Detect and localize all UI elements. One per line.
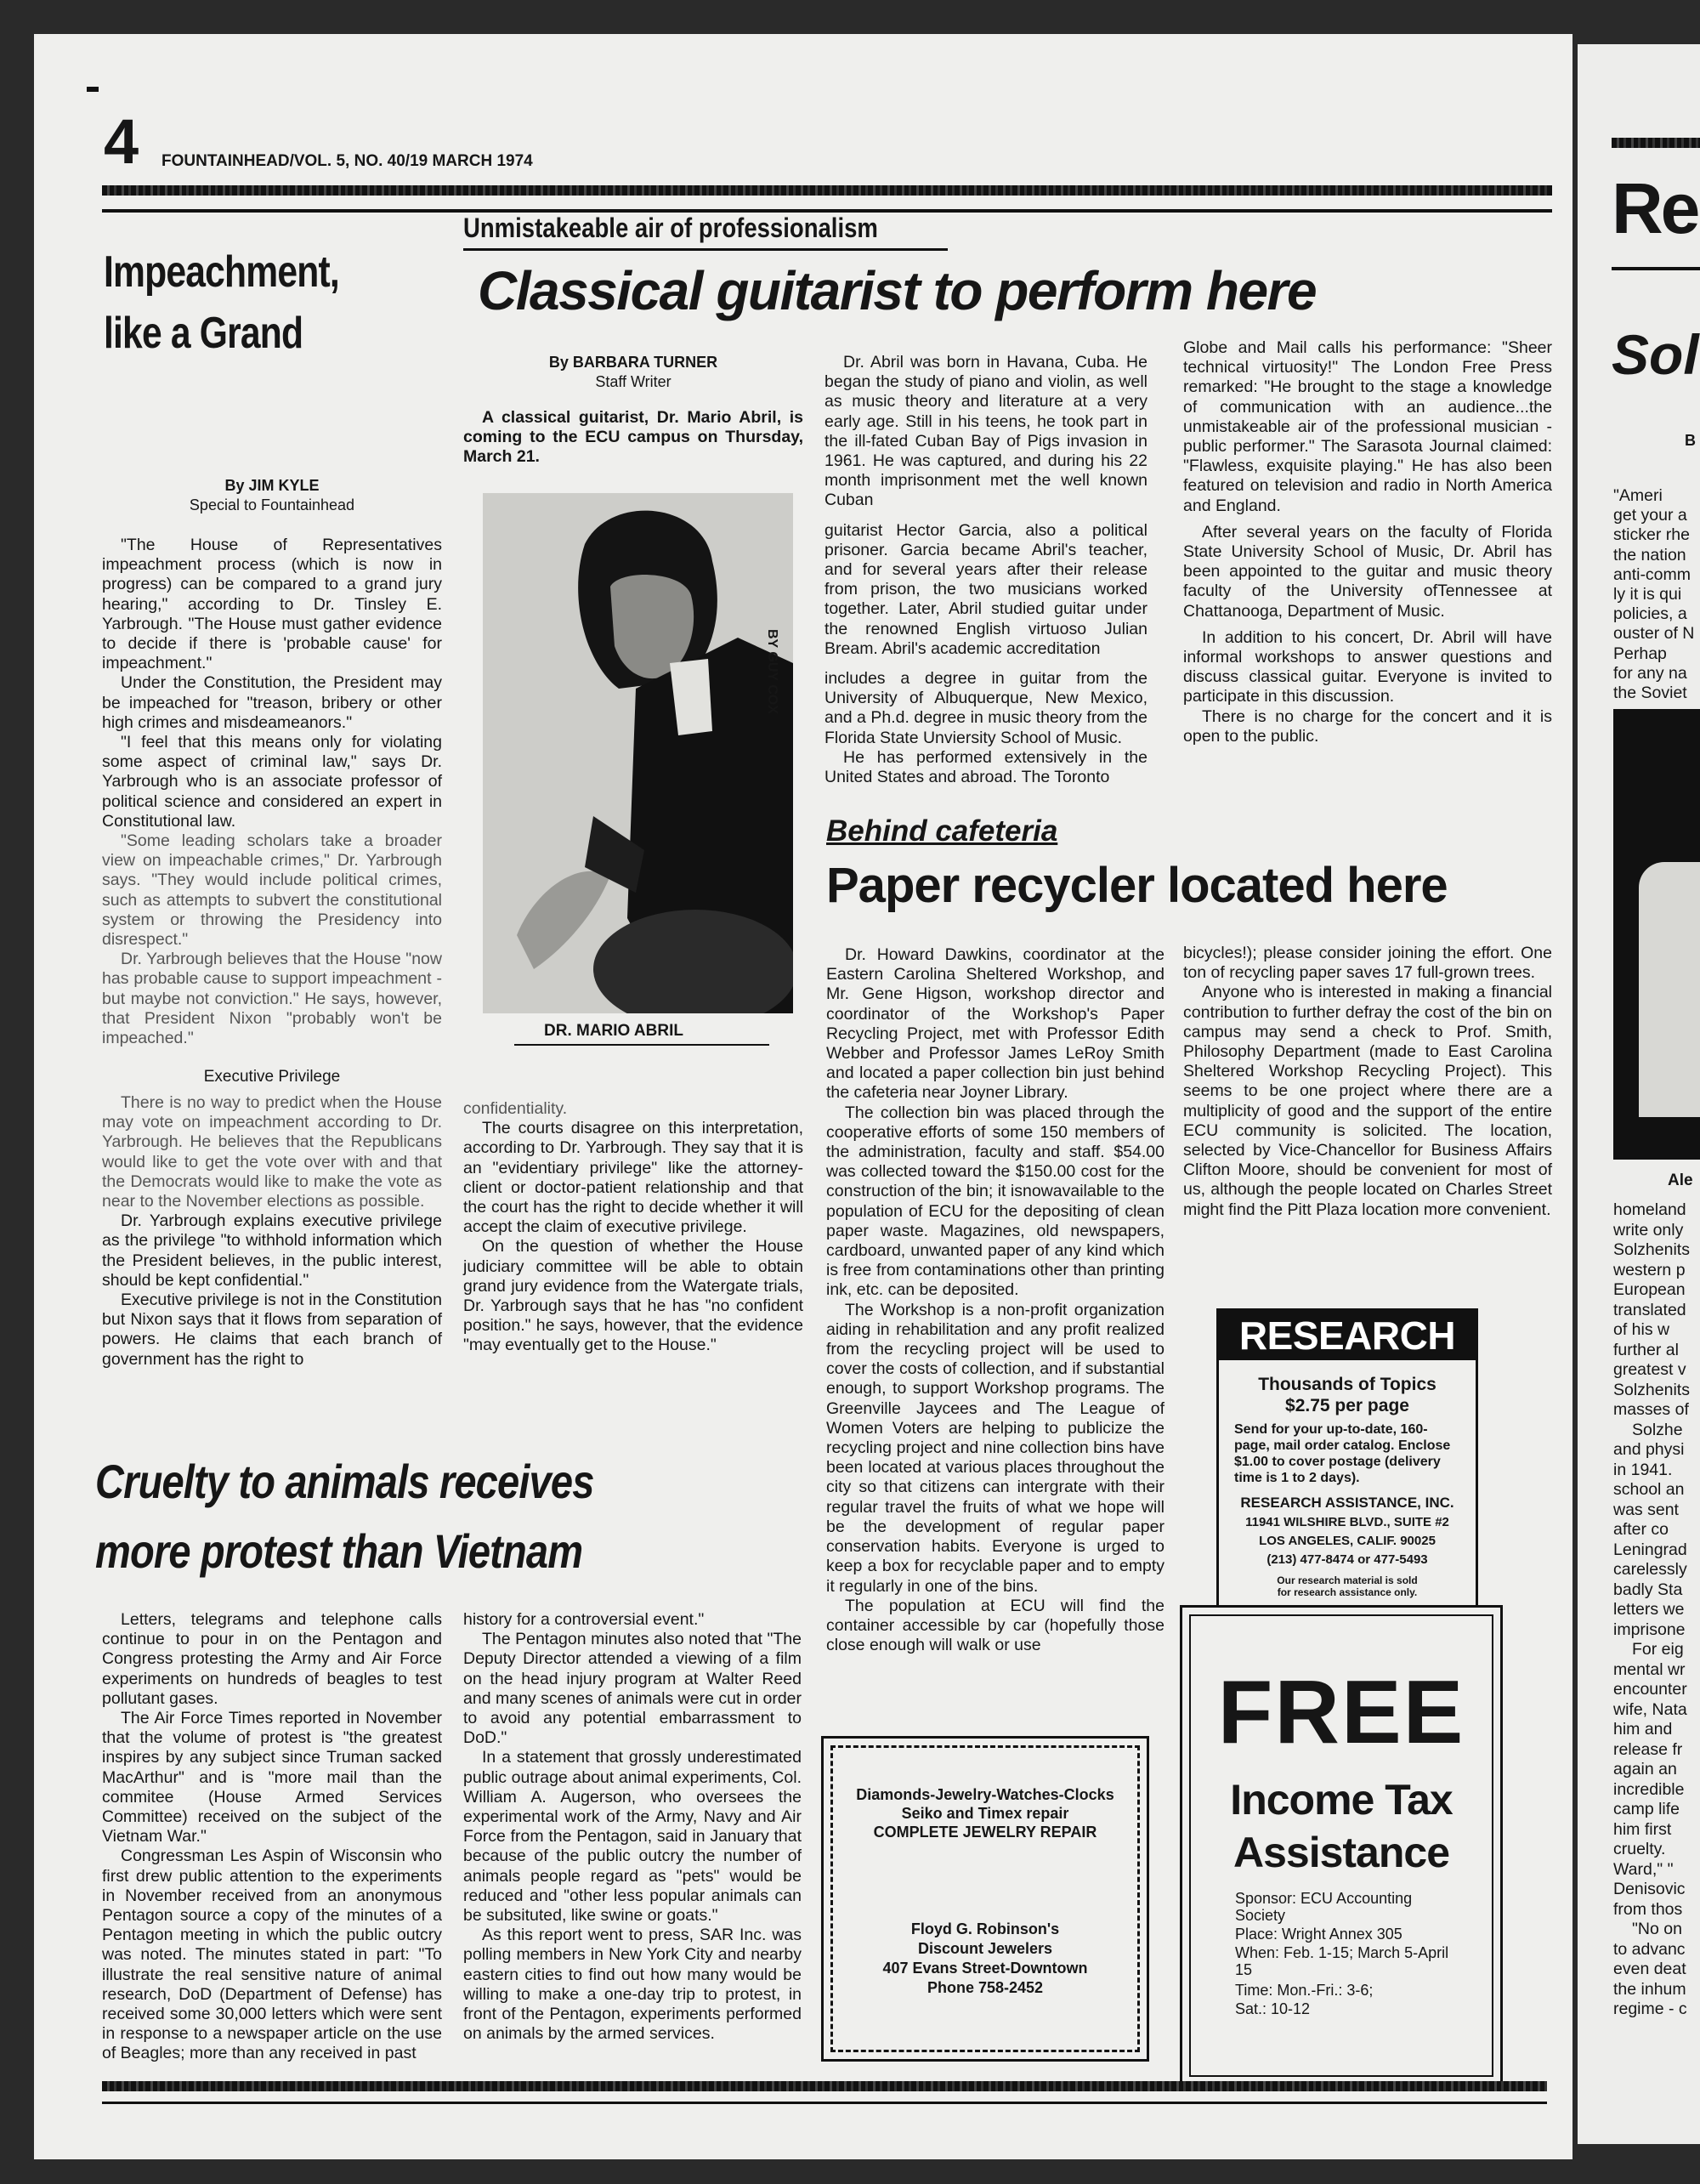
adjacent-rule bbox=[1612, 267, 1700, 270]
paragraph: There is no way to predict when the House may vote on impeachment according to Dr. Yarbrough. He believes that the Republicans would like to get the vote over with and that the Democrats would like to make the vote as near to the November elections as possible. bbox=[102, 1093, 442, 1211]
line: regime - c bbox=[1613, 2000, 1687, 2018]
research-banner: RESEARCH bbox=[1219, 1311, 1476, 1360]
caption-rule bbox=[514, 1044, 769, 1046]
recycler-column-2 bbox=[1183, 944, 1552, 1220]
line: cruelty. bbox=[1613, 1840, 1666, 1858]
jewelry-ad bbox=[821, 1736, 1149, 2062]
line: again an bbox=[1613, 1760, 1677, 1778]
impeachment-headline-2: like a Grand bbox=[104, 309, 303, 358]
adjacent-column-top bbox=[1613, 486, 1700, 703]
line: Perhap bbox=[1613, 644, 1667, 663]
paragraph: On the question of whether the House judiciary committee will be able to obtain grand jury evidence from the Watergate trials, Dr. Yarbrough says that he has "no confident position." he says, however, that the evidence "may eventually get to the House." bbox=[463, 1237, 803, 1355]
line: masses of bbox=[1613, 1400, 1689, 1419]
line: "Ameri bbox=[1613, 486, 1663, 505]
jewelry-line1: Diamonds-Jewelry-Watches-Clocks bbox=[856, 1786, 1114, 1803]
line: badly Sta bbox=[1613, 1580, 1683, 1599]
cruelty-column-1 bbox=[102, 1610, 442, 2064]
tax-free: FREE bbox=[1217, 1662, 1465, 1762]
line: anti-comm bbox=[1613, 564, 1692, 584]
line: letters we bbox=[1613, 1600, 1685, 1619]
line: Solzhenits bbox=[1613, 1240, 1690, 1259]
paragraph: history for a controversial event." bbox=[463, 1610, 705, 1629]
line: the inhum bbox=[1613, 1979, 1686, 1999]
paragraph: Dr. Howard Dawkins, coordinator at the Eastern Carolina Sheltered Workshop, and Mr. Gene Higson, workshop director and coordinator of the Workshop's Paper Recycling Project, met with Professor Edith Webber and Professor James LeRoy Smith and located a paper collection bin just behind the cafeteria near Joyner Library. bbox=[826, 945, 1164, 1103]
paragraph: In a statement that grossly underestimated public outrage about animal experiments, Col. William A. Augerson, who oversees the experimental work of the Army, Navy and Air Force from the Pentagon, said in January that because of the public outcry the number of animals people regard as "pets" would be reduced and "other less popular animals can be subsituted, like swine or goats." bbox=[463, 1748, 802, 1926]
line: ly it is qui bbox=[1613, 585, 1682, 604]
paragraph: The Air Force Times reported in November that the volume of protest is "the greatest inspires by any subject since Truman sacked MacArthur" and is "more mail than the commitee (House Armed Services Committee) received on the subject of the Vietnam War." bbox=[102, 1709, 442, 1846]
line: policies, a bbox=[1613, 604, 1687, 624]
paragraph: Under the Constitution, the President may be impeached for "treason, bribery or other high crimes and misdeameanors." bbox=[102, 673, 442, 732]
kicker-underline bbox=[463, 248, 948, 251]
portrait-illustration bbox=[483, 493, 793, 1013]
line: mental wr bbox=[1613, 1659, 1686, 1679]
paragraph: "Some leading scholars take a broader view on impeachable crimes," Dr. Yarbrough says. "They would include political crimes, such as attempts to subvert the constitutional system or throwing the Presidency into disrespect." bbox=[102, 831, 442, 950]
paragraph: The Pentagon minutes also noted that "The Deputy Director attended a viewing of a film on the head injury program at Walter Reed and many scenes of animals were cut in order to avoid any potential embarrassment to DoD." bbox=[463, 1630, 802, 1748]
tax-when: When: Feb. 1-15; March 5-April 15 bbox=[1235, 1944, 1449, 1978]
line: the nation bbox=[1613, 545, 1686, 564]
paragraph: The Workshop is a non-profit organization aiding in rehabilitation and any profit realized from the recycling project will be used to cover the costs of collection, and if substantial enough, to support Workshop programs. The Greenville Jaycees and The League of Women Voters are helping to publicize the recycling project and nine collection bins have been located at various places throughout the city so that citizens can intergrate with their regular travel the fruits of what we hope will be the development of regular paper conservation habits. Everyone is urged to keep a box for recyclable paper and to empty it regularly in one of the bins. bbox=[826, 1300, 1164, 1596]
line: was sent bbox=[1613, 1500, 1679, 1519]
line: incredible bbox=[1613, 1779, 1685, 1799]
line: him first bbox=[1613, 1819, 1672, 1839]
paragraph: Anyone who is interested in making a financial contribution to further defray the cost of the bin on campus may send a check to Prof. Smith, Philosophy Department (made to East Carolina Sheltered Workshop Recycling Project). This seems to be one project where there are a multiplicity of good and the support of the entire ECU community is solicited. The location, selected by Vice-Chancellor for Business Affairs Clifton Moore, should be convenient for most of us, although the people located on Charles Street might find the Pitt Plaza location more convenient. bbox=[1183, 983, 1552, 1219]
research-company: RESEARCH ASSISTANCE, INC. bbox=[1240, 1495, 1454, 1511]
research-title: Thousands of Topics bbox=[1258, 1375, 1436, 1394]
tax-sponsor: Sponsor: ECU Accounting Society bbox=[1235, 1890, 1413, 1924]
guitarist-column-2 bbox=[824, 353, 1148, 787]
line: Solzhenits bbox=[1613, 1380, 1690, 1399]
cruelty-headline-1: Cruelty to animals receives bbox=[95, 1455, 594, 1508]
paragraph: As this report went to press, SAR Inc. was polling members in New York City and nearby eastern cities to find out how many would be willing to make a one-day trip to protest, in front of the Pentagon, experiments performed on animals by the armed services. bbox=[463, 1926, 802, 2044]
research-phone: (213) 477-8474 or 477-5493 bbox=[1266, 1552, 1428, 1567]
line: wife, Nata bbox=[1613, 1699, 1687, 1719]
adjacent-photo bbox=[1613, 709, 1700, 1160]
paragraph: bicycles!); please consider joining the effort. One ton of recycling paper saves 17 full-grown trees. bbox=[1183, 944, 1552, 983]
line: camp life bbox=[1613, 1800, 1680, 1818]
line: in 1941. bbox=[1613, 1460, 1673, 1479]
impeachment-column-1 bbox=[102, 536, 442, 1048]
line: western p bbox=[1613, 1260, 1686, 1279]
guitarist-byline: By BARBARA TURNER bbox=[548, 354, 718, 371]
tax-sat: Sat.: 10-12 bbox=[1235, 2000, 1311, 2017]
research-address2: LOS ANGELES, CALIF. 90025 bbox=[1259, 1534, 1436, 1548]
cruelty-headline-2: more protest than Vietnam bbox=[95, 1524, 583, 1578]
line: the Soviet bbox=[1613, 684, 1687, 703]
paragraph: "The House of Representatives impeachment process (which is now in progress) can be compared to a grand jury hearing," according to Dr. Tinsley E. Yarbrough. "The House must gather evidence to decide if there is 'probable cause' for impeachment." bbox=[102, 536, 442, 673]
guitarist-headline: Classical guitarist to perform here bbox=[478, 260, 1317, 321]
impeachment-column-2 bbox=[463, 1099, 803, 1356]
research-address1: 11941 WILSHIRE BLVD., SUITE #2 bbox=[1245, 1515, 1449, 1529]
adjacent-masthead: Re bbox=[1612, 168, 1698, 248]
line: after co bbox=[1613, 1520, 1669, 1539]
paragraph: The collection bin was placed through the cooperative efforts of some 150 members of the administration, faculty and staff. $54.00 was collected toward the $150.00 cost for the construction of the bin; it isnowavailable to the population of ECU for the depositing of clean paper waste. Magazines, old newspapers, cardboard, unwanted paper of any kind which is free from contaminations other than printing ink, etc. can be deposited. bbox=[826, 1103, 1164, 1300]
line: homeland bbox=[1613, 1200, 1686, 1219]
line: release fr bbox=[1613, 1739, 1683, 1759]
line: For eig bbox=[1632, 1640, 1684, 1659]
photo-caption: DR. MARIO ABRIL bbox=[544, 1022, 683, 1040]
paragraph: confidentiality. bbox=[463, 1099, 568, 1118]
adjacent-headline: Sol bbox=[1612, 323, 1699, 386]
paragraph: A classical guitarist, Dr. Mario Abril, is coming to the ECU campus on Thursday, March 21. bbox=[463, 408, 803, 467]
page-number: 4 bbox=[104, 106, 139, 177]
line: "No on bbox=[1632, 1920, 1682, 1938]
tax-ad bbox=[1180, 1605, 1503, 2086]
research-note: Our research material is sold for research assistance only. bbox=[1277, 1574, 1418, 1598]
line: translated bbox=[1613, 1300, 1686, 1319]
line: ouster of N bbox=[1613, 624, 1695, 644]
paragraph: He has performed extensively in the United States and abroad. The Toronto bbox=[824, 747, 1148, 787]
guitarist-lead bbox=[463, 408, 803, 468]
paragraph: Dr. Abril was born in Havana, Cuba. He began the study of piano and violin, as well as music theory and literature at a very early age. Still in his teens, he took part in the ill-fated Cuban Bay of Pigs invasion in 1961. He was captured, and during his 22 month imprisonment met the well known Cuban bbox=[824, 353, 1148, 510]
adjacent-rule-wavy bbox=[1612, 138, 1700, 148]
line: and physi bbox=[1613, 1440, 1685, 1459]
paragraph: Congressman Les Aspin of Wisconsin who first drew public attention to the experiments in November received from an anonymous Pentagon source a copy of the minutes of a Pentagon meeting in which the public outcry was noted. The minutes stated in part: "To illustrate the real sensitive nature of animal research, DoD (Department of Defense) has received some 30,000 letters which were sent in response to a newspaper article on the use of Beagles; more than any received in past bbox=[102, 1846, 442, 2063]
cruelty-column-2 bbox=[463, 1610, 802, 2044]
line: Denisovic bbox=[1613, 1880, 1686, 1898]
line: of his w bbox=[1613, 1320, 1670, 1339]
jewelry-line3: COMPLETE JEWELRY REPAIR bbox=[873, 1824, 1097, 1841]
line: write only bbox=[1613, 1220, 1684, 1239]
impeachment-column-1b bbox=[102, 1093, 442, 1370]
tax-line2: Assistance bbox=[1232, 1829, 1450, 1876]
paragraph: includes a degree in guitar from the University of Albuquerque, New Mexico, and a Ph.d. degree in music theory from the Florida State Unviersity School of Music. bbox=[824, 669, 1148, 747]
guitarist-column-3 bbox=[1183, 338, 1552, 746]
footer-rule-wavy bbox=[102, 2081, 1547, 2091]
tax-time: Time: Mon.-Fri.: 3-6; bbox=[1235, 1982, 1374, 1999]
paragraph: After several years on the faculty of Florida State University School of Music, Dr. Abril has been appointed to the guitar and music theory faculty of the University ofTennessee at Chattanooga, Department of Music. bbox=[1183, 522, 1552, 621]
impeachment-byline-role: Special to Fountainhead bbox=[189, 496, 355, 513]
adjacent-byline: B bbox=[1685, 432, 1696, 449]
paragraph: Executive privilege is not in the Constitution but Nixon says that it flows from separation of powers. He claims that each branch of government has the right to bbox=[102, 1291, 442, 1369]
impeachment-subhead: Executive Privilege bbox=[203, 1068, 341, 1086]
line: imprisone bbox=[1613, 1620, 1686, 1639]
abril-photo bbox=[483, 493, 793, 1013]
impeachment-byline: By JIM KYLE bbox=[224, 477, 320, 494]
paragraph: The courts disagree on this interpretation, according to Dr. Yarbrough. They say that it is an "evidentiary privilege" like the attorney-client or doctor-patient relationship and that the court has the right to decide whether it will accept the claim of executive privilege. bbox=[463, 1119, 803, 1237]
guitarist-kicker: Unmistakeable air of professionalism bbox=[463, 213, 878, 243]
paragraph: "I feel that this means only for violating some aspect of criminal law," says Dr. Yarbrough who is an associate professor of political science and considered an expert in Constitutional law. bbox=[102, 733, 442, 831]
adjacent-caption: Ale bbox=[1668, 1171, 1693, 1189]
newspaper-page bbox=[34, 34, 1572, 2159]
research-catalog: Send for your up-to-date, 160-page, mail order catalog. Enclose $1.00 to cover postage (delivery time is 1 to 2 days). bbox=[1234, 1422, 1451, 1485]
line: get your a bbox=[1613, 506, 1687, 525]
line: sticker rhe bbox=[1613, 525, 1690, 545]
line: from thos bbox=[1613, 1899, 1683, 1919]
jewelry-line2: Seiko and Timex repair bbox=[901, 1805, 1069, 1822]
page-mark bbox=[87, 87, 99, 92]
jewelry-name1: Floyd G. Robinson's bbox=[910, 1920, 1060, 1937]
line: Leningrad bbox=[1613, 1540, 1687, 1559]
line: further al bbox=[1613, 1340, 1679, 1359]
recycler-headline: Paper recycler located here bbox=[826, 858, 1448, 913]
masthead: FOUNTAINHEAD/VOL. 5, NO. 40/19 MARCH 1974 bbox=[162, 152, 533, 170]
line: carelessly bbox=[1613, 1560, 1687, 1579]
paragraph: There is no charge for the concert and it is open to the public. bbox=[1183, 706, 1552, 746]
paragraph: Globe and Mail calls his performance: "Sheer technical virtuosity!" The London Free Press remarked: "He brought to the stage a knowledge of communication with an audience...the unmistakeable air of the professional musician - public performer." The Sarasota Journal claimed: "Flawless, exquisite playing." He has also been featured on television and radio in North America and England. bbox=[1183, 338, 1552, 515]
line: Ward," " bbox=[1613, 1859, 1674, 1879]
tax-place: Place: Wright Annex 305 bbox=[1235, 1926, 1402, 1943]
jewelry-name2: Discount Jewelers bbox=[917, 1940, 1053, 1957]
paragraph: Letters, telegrams and telephone calls continue to pour in on the Pentagon and Congress protesting the Army and Air Force experiments on hundreds of beagles to test pollutant gases. bbox=[102, 1610, 442, 1708]
guitarist-byline-role: Staff Writer bbox=[595, 373, 672, 390]
tax-line1: Income Tax bbox=[1230, 1776, 1453, 1824]
paragraph: The population at ECU will find the container accessible by car (hopefully those close enough will walk or use bbox=[826, 1596, 1164, 1655]
footer-rule bbox=[102, 2102, 1547, 2104]
line: him and bbox=[1613, 1720, 1673, 1739]
recycler-kicker: Behind cafeteria bbox=[826, 814, 1058, 848]
paragraph: guitarist Hector Garcia, also a political prisoner. Garcia became Abril's teacher, and for several years after their release from prison, the two musicians worked together. Later, Abril studied guitar under the renowned English virtuoso Julian Bream. Abril's academic accreditation bbox=[824, 520, 1148, 658]
recycler-column-1 bbox=[826, 945, 1164, 1655]
impeachment-headline-1: Impeachment, bbox=[104, 247, 339, 297]
line: school an bbox=[1613, 1480, 1685, 1499]
research-ad bbox=[1216, 1308, 1478, 1628]
paragraph: Dr. Yarbrough believes that the House "now has probable cause to support impeachment - but maybe not conviction." He says, however, that President Nixon "probably won't be impeached." bbox=[102, 950, 442, 1048]
photo-credit: BY GUY COX bbox=[765, 629, 779, 714]
line: Solzhe bbox=[1632, 1420, 1683, 1439]
adjacent-page-fragment bbox=[1578, 44, 1700, 2144]
line: to advanc bbox=[1613, 1939, 1686, 1959]
header-rule-wavy bbox=[102, 185, 1552, 196]
paragraph: In addition to his concert, Dr. Abril will have informal workshops to answer questions and discuss classical guitar. Everyone is invited to participate in this discussion. bbox=[1183, 627, 1552, 706]
paragraph: Dr. Yarbrough explains executive privilege as the privilege "to withhold information which the President believes, in the public interest, should be kept confidential." bbox=[102, 1211, 442, 1290]
adjacent-column-bottom bbox=[1613, 1200, 1700, 2020]
line: encounter bbox=[1613, 1680, 1687, 1699]
jewelry-phone: Phone 758-2452 bbox=[926, 1979, 1044, 1996]
line: European bbox=[1613, 1280, 1686, 1299]
line: for any na bbox=[1613, 663, 1687, 683]
line: greatest v bbox=[1613, 1360, 1686, 1379]
adjacent-photo-highlight bbox=[1639, 862, 1700, 1117]
line: even deat bbox=[1613, 1960, 1686, 1978]
research-price: $2.75 per page bbox=[1285, 1396, 1409, 1415]
jewelry-address: 407 Evans Street-Downtown bbox=[882, 1960, 1088, 1977]
